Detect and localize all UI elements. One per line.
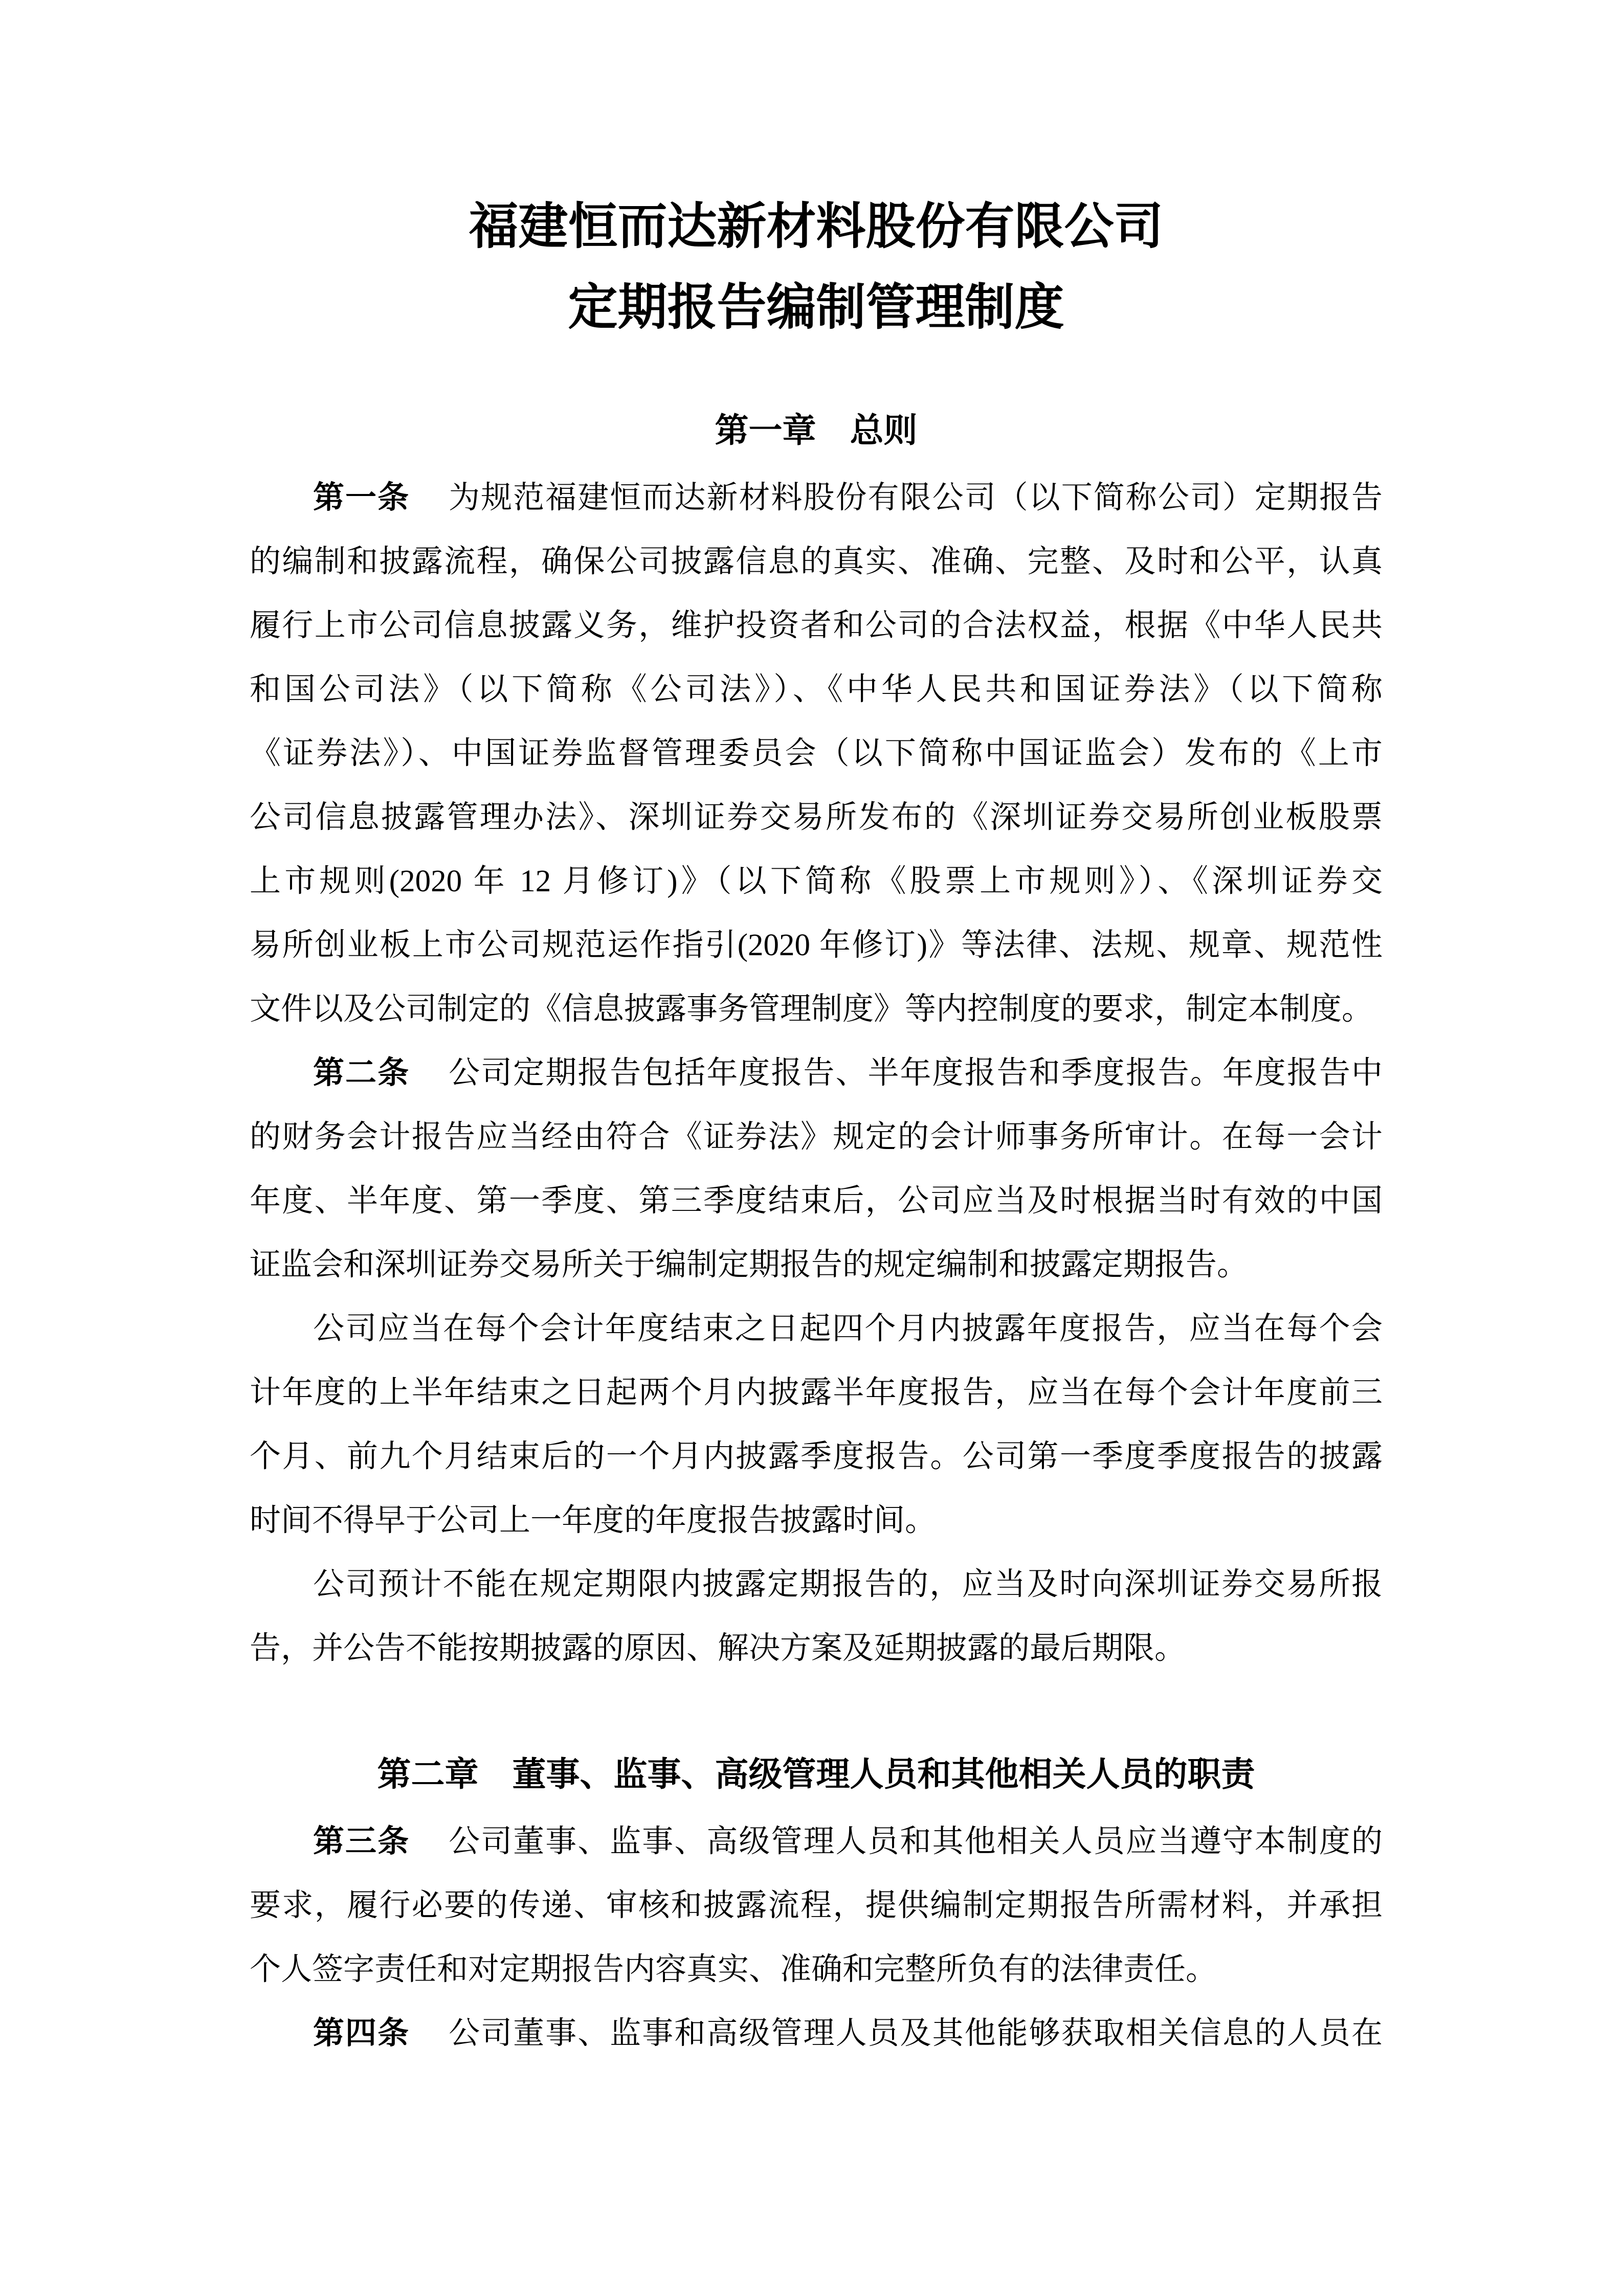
paragraph: [250, 1041, 1383, 1297]
text-line: [250, 1297, 1383, 1361]
text-line: [250, 1169, 1383, 1233]
line-text: 计年度的上半年结束之日起两个月内披露半年度报告，应当在每个会计年度前三: [250, 1376, 1383, 1410]
line-text: 公司应当在每个会计年度结束之日起四个月内披露年度报告，应当在每个会: [313, 1312, 1383, 1346]
paragraph: [250, 1552, 1383, 1680]
line-text: 和国公司法》（以下简称《公司法》）、《中华人民共和国证券法》（以下简称: [250, 672, 1383, 707]
line-text: 履行上市公司信息披露义务，维护投资者和公司的合法权益，根据《中华人民共: [250, 609, 1383, 643]
chapter-heading: 第一章 总则: [715, 412, 918, 449]
document-content: [250, 0, 1383, 2065]
line-text: 个月、前九个月结束后的一个月内披露季度报告。公司第一季度季度报告的披露: [250, 1439, 1383, 1474]
text-line: [250, 1489, 1383, 1552]
text-line: [250, 658, 1383, 722]
line-text: 文件以及公司制定的《信息披露事务管理制度》等内控制度的要求，制定本制度。: [250, 992, 1373, 1026]
line-text: 《证券法》）、中国证券监督管理委员会（以下简称中国证监会）发布的《上市: [250, 736, 1383, 771]
text-line: [250, 849, 1383, 913]
paragraph: [250, 466, 1383, 1041]
line-text: 公司董事、监事和高级管理人员及其他能够获取相关信息的人员在: [449, 2016, 1383, 2051]
line-text: 时间不得早于公司上一年度的年度报告披露时间。: [250, 1503, 937, 1538]
paragraph: [250, 1297, 1383, 1552]
article-line: [250, 1810, 1383, 1874]
article-number: 第三条: [313, 1825, 410, 1859]
line-text: 的编制和披露流程，确保公司披露信息的真实、准确、完整、及时和公平，认真: [250, 545, 1383, 579]
line-text: 个人签字责任和对定期报告内容真实、准确和完整所负有的法律责任。: [250, 1952, 1217, 1987]
text-line: [250, 785, 1383, 849]
chapter-heading: 第二章 董事、监事、高级管理人员和其他相关人员的职责: [377, 1756, 1255, 1793]
line-text: 公司定期报告包括年度报告、半年度报告和季度报告。年度报告中: [449, 1056, 1383, 1090]
line-text: 要求，履行必要的传递、审核和披露流程，提供编制定期报告所需材料，并承担: [250, 1888, 1383, 1923]
article-line: [250, 1041, 1383, 1105]
text-line: [250, 1361, 1383, 1425]
line-text: 为规范福建恒而达新材料股份有限公司（以下简称公司）定期报告: [449, 481, 1383, 515]
line-text: 的财务会计报告应当经由符合《证券法》规定的会计师事务所审计。在每一会计: [250, 1120, 1383, 1154]
document-title-line1: 福建恒而达新材料股份有限公司: [469, 199, 1164, 254]
paragraph: [250, 1810, 1383, 2001]
document-title-line2: 定期报告编制管理制度: [568, 280, 1064, 335]
line-text: 年度、半年度、第一季度、第三季度结束后，公司应当及时根据当时有效的中国: [250, 1184, 1383, 1218]
article-line: [250, 466, 1383, 530]
article-number: 第一条: [313, 481, 410, 515]
text-line: [250, 1616, 1383, 1680]
text-line: [250, 1105, 1383, 1169]
document-body: [250, 409, 1383, 2065]
text-line: [250, 1425, 1383, 1489]
line-text: 公司信息披露管理办法》、深圳证券交易所发布的《深圳证券交易所创业板股票: [250, 800, 1383, 835]
text-line: [250, 1552, 1383, 1616]
text-line: [250, 977, 1383, 1041]
text-line: [250, 913, 1383, 977]
text-line: [250, 1874, 1383, 1938]
line-text: 公司预计不能在规定期限内披露定期报告的，应当及时向深圳证券交易所报: [313, 1567, 1383, 1602]
paragraph: [250, 2001, 1383, 2065]
text-line: [250, 594, 1383, 658]
line-text: 公司董事、监事、高级管理人员和其他相关人员应当遵守本制度的: [449, 1825, 1383, 1859]
article-number: 第四条: [313, 2016, 410, 2051]
text-line: [250, 1938, 1383, 2001]
text-line: [250, 722, 1383, 785]
line-text: 告，并公告不能按期披露的原因、解决方案及延期披露的最后期限。: [250, 1631, 1186, 1665]
line-text: 上市规则(2020 年 12 月修订)》（以下简称《股票上市规则》）、《深圳证券交: [250, 864, 1383, 898]
article-number: 第二条: [313, 1056, 410, 1090]
line-text: 易所创业板上市公司规范运作指引(2020 年修订)》等法律、法规、规章、规范性: [250, 928, 1383, 962]
line-text: 证监会和深圳证券交易所关于编制定期报告的规定编制和披露定期报告。: [250, 1248, 1249, 1282]
text-line: [250, 1233, 1383, 1297]
article-line: [250, 2001, 1383, 2065]
text-line: [250, 530, 1383, 594]
